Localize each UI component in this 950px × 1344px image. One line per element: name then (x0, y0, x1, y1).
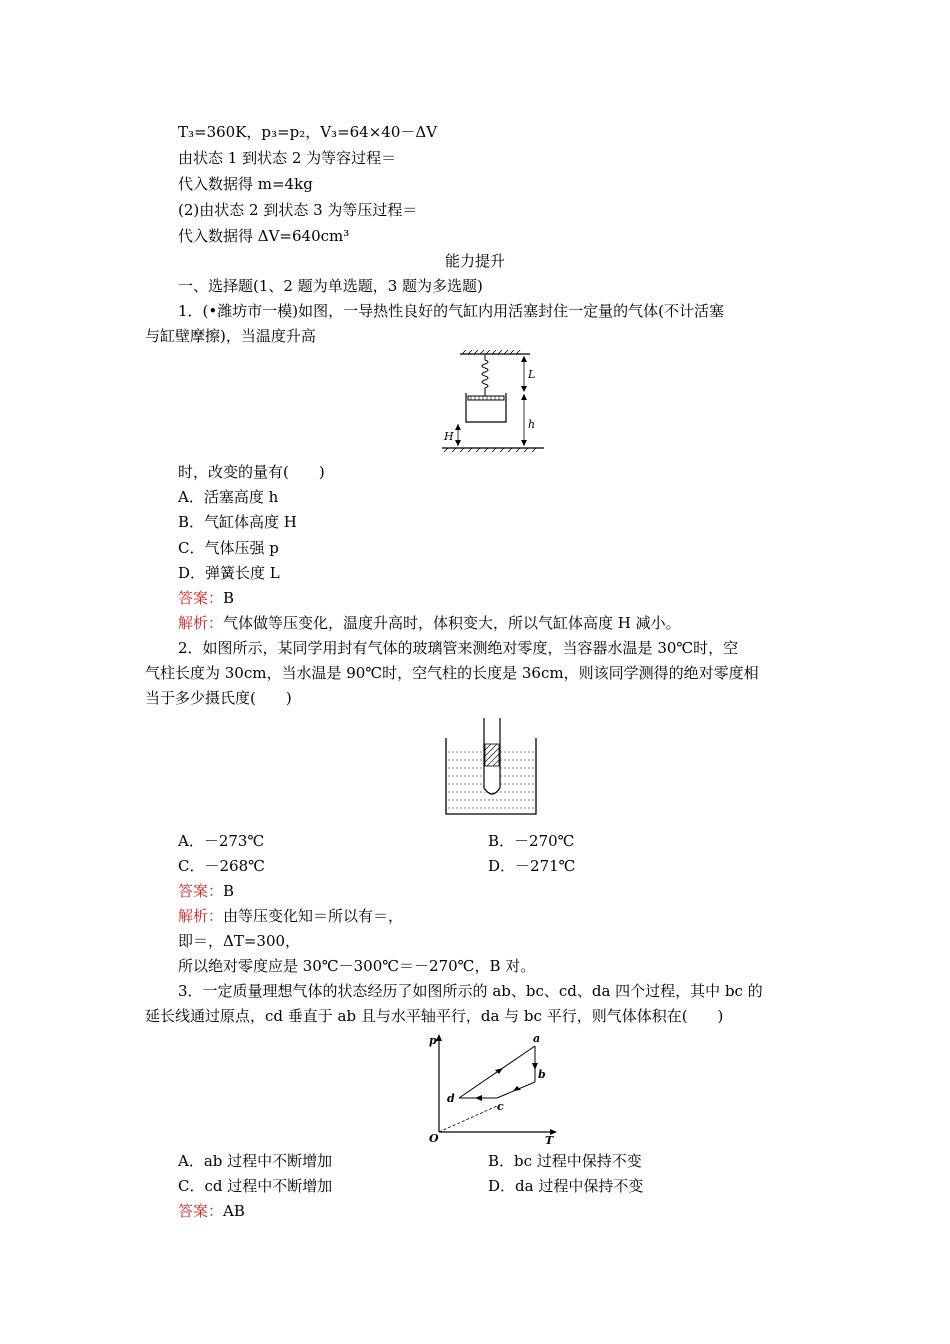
q3-fig-label-p: p (429, 1034, 437, 1047)
q2-stem-1: 2．如图所示，某同学用封有气体的玻璃管来测绝对零度，当容器水温是 30℃时，空 (178, 639, 739, 657)
q3-option-a: A．ab 过程中不断增加 (178, 1152, 333, 1170)
q1-option-b: B．气缸体高度 H (178, 513, 297, 531)
q3-stem-2: 延长线通过原点，cd 垂直于 ab 且与水平轴平行，da 与 bc 平行，则气体体积在( ) (145, 1007, 724, 1025)
q2-answer-label: 答案： (178, 882, 224, 900)
q3-fig-label-d: d (447, 1092, 455, 1105)
section-title: 能力提升 (444, 252, 505, 270)
top-line-4: (2)由状态 2 到状态 3 为等压过程＝ (178, 201, 418, 219)
q2-option-d: D．－271℃ (488, 857, 576, 875)
q3-answer (178, 1201, 245, 1221)
q1-analysis-label: 解析： (178, 614, 224, 632)
q1-stem-3: 时，改变的量有( ) (178, 463, 325, 481)
top-line-2: 由状态 1 到状态 2 为等容过程＝ (178, 149, 397, 167)
q1-answer-value: B (223, 589, 235, 607)
q3-figure (425, 1030, 565, 1145)
q2-analysis-3: 所以绝对零度应是 30℃－300℃＝－270℃，B 对。 (178, 957, 536, 975)
q1-answer (178, 588, 234, 608)
q2-option-c: C．－268℃ (178, 857, 265, 875)
q3-fig-label-T: T (545, 1134, 554, 1145)
q3-fig-label-c: c (497, 1100, 504, 1113)
top-line-1: T₃=360K，p₃=p₂，V₃=64×40－ΔV (178, 123, 438, 141)
q1-option-a: A．活塞高度 h (178, 488, 279, 506)
q1-fig-label-L: L (528, 368, 536, 381)
q1-answer-label: 答案： (178, 589, 224, 607)
q2-analysis-1 (178, 906, 403, 926)
q1-fig-label-H: H (444, 430, 454, 443)
q2-analysis-label: 解析： (178, 907, 224, 925)
q3-fig-label-a: a (533, 1032, 541, 1045)
q2-analysis-text-1: 由等压变化知＝所以有＝， (223, 907, 404, 925)
q1-stem-1: 1．(•潍坊市一模)如图，一导热性良好的气缸内用活塞封住一定量的气体(不计活塞 (178, 302, 724, 320)
q2-answer (178, 881, 234, 901)
section-intro: 一、选择题(1、2 题为单选题，3 题为多选题) (178, 277, 483, 295)
q2-option-a: A．－273℃ (178, 832, 265, 850)
q1-option-d: D．弹簧长度 L (178, 564, 280, 582)
q2-stem-3: 当于多少摄氏度( ) (145, 689, 292, 707)
q1-analysis-text: 气体做等压变化，温度升高时，体积变大，所以气缸体高度 H 减小。 (223, 614, 681, 632)
q3-answer-value: AB (223, 1202, 245, 1220)
q3-option-b: B．bc 过程中保持不变 (488, 1152, 642, 1170)
top-line-5: 代入数据得 ΔV=640cm³ (178, 227, 350, 245)
q1-option-c: C．气体压强 p (178, 539, 279, 557)
q3-answer-label: 答案： (178, 1202, 224, 1220)
q3-option-d: D．da 过程中保持不变 (488, 1177, 644, 1195)
q2-option-b: B．－270℃ (488, 832, 575, 850)
q2-figure (440, 716, 544, 818)
q1-fig-label-h: h (528, 418, 536, 431)
q1-figure (438, 350, 548, 458)
q1-analysis (178, 613, 681, 633)
q2-analysis-2: 即＝，ΔT=300， (178, 932, 301, 950)
q3-option-c: C．cd 过程中不断增加 (178, 1177, 333, 1195)
q2-stem-2: 气柱长度为 30cm，当水温是 90℃时，空气柱的长度是 36cm，则该同学测得的绝对零度相 (145, 664, 759, 682)
q2-answer-value: B (223, 882, 235, 900)
q3-fig-label-O: O (429, 1132, 439, 1145)
q3-stem-1: 3．一定质量理想气体的状态经历了如图所示的 ab、bc、cd、da 四个过程，其中 bc 的 (178, 982, 763, 1000)
q1-stem-2: 与缸壁摩擦)，当温度升高 (145, 327, 316, 345)
q3-fig-label-b: b (538, 1068, 546, 1081)
top-line-3: 代入数据得 m=4kg (178, 175, 313, 193)
